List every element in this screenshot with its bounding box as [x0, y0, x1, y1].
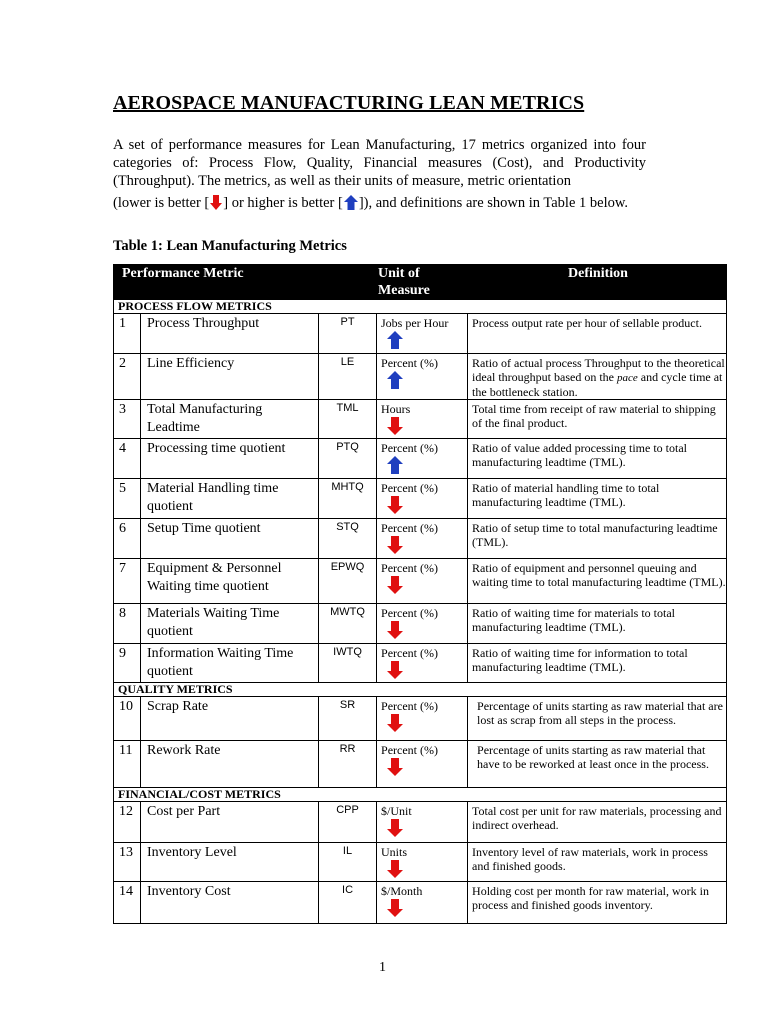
metric-definition	[468, 354, 727, 400]
definition-text: and cycle time at the bottleneck station.	[472, 370, 723, 399]
metric-name: Total Manufacturing Leadtime	[141, 400, 319, 439]
table-caption: Table 1: Lean Manufacturing Metrics	[113, 238, 347, 254]
metric-name: Line Efficiency	[141, 354, 319, 400]
metric-unit-cell	[377, 882, 468, 924]
metric-unit: Percent (%)	[381, 441, 438, 455]
down-arrow-icon	[387, 417, 467, 438]
down-arrow-icon	[387, 536, 467, 557]
table-row	[114, 519, 727, 559]
table-row	[114, 882, 727, 924]
down-arrow-icon	[210, 195, 222, 215]
metric-abbreviation: PT	[319, 314, 377, 354]
definition-italic-text: pace	[617, 372, 638, 384]
metric-name: Process Throughput	[141, 314, 319, 354]
metric-unit: Percent (%)	[381, 521, 438, 535]
metric-definition: Ratio of equipment and personnel queuing and waiting time to total manufacturing leadtime (TML).	[468, 559, 727, 604]
metric-definition: Ratio of value added processing time to total manufacturing leadtime (TML).	[468, 439, 727, 479]
metric-unit: $/Month	[381, 884, 423, 898]
metric-unit-cell	[377, 439, 468, 479]
metric-unit-cell	[377, 644, 468, 683]
table-row	[114, 741, 727, 788]
metric-definition: Process output rate per hour of sellable product.	[468, 314, 727, 354]
metric-name: Inventory Cost	[141, 882, 319, 924]
metric-number: 13	[114, 843, 141, 882]
table-header-row	[114, 265, 727, 300]
down-arrow-icon	[387, 819, 467, 840]
section-header-quality	[114, 683, 727, 697]
table-row	[114, 802, 727, 843]
table-row	[114, 439, 727, 479]
metric-name: Materials Waiting Time quotient	[141, 604, 319, 644]
down-arrow-icon	[387, 758, 467, 779]
table-row	[114, 559, 727, 604]
metric-unit-cell	[377, 604, 468, 644]
metric-definition: Total cost per unit for raw materials, processing and indirect overhead.	[468, 802, 727, 843]
metric-number: 9	[114, 644, 141, 683]
metric-number: 6	[114, 519, 141, 559]
metric-unit-cell	[377, 314, 468, 354]
down-arrow-icon	[387, 661, 467, 682]
down-arrow-icon	[387, 496, 467, 517]
metric-unit: Percent (%)	[381, 743, 438, 757]
metric-name: Inventory Level	[141, 843, 319, 882]
metric-abbreviation: PTQ	[319, 439, 377, 479]
section-label: PROCESS FLOW METRICS	[114, 300, 727, 314]
down-arrow-icon	[387, 621, 467, 642]
metric-name: Cost per Part	[141, 802, 319, 843]
metric-definition: Inventory level of raw materials, work in process and finished goods.	[468, 843, 727, 882]
metric-abbreviation: STQ	[319, 519, 377, 559]
table-row	[114, 400, 727, 439]
down-arrow-icon	[387, 899, 467, 920]
metric-abbreviation: CPP	[319, 802, 377, 843]
section-header-process-flow	[114, 300, 727, 314]
orientation-legend	[113, 194, 673, 215]
up-arrow-icon	[387, 331, 467, 352]
metric-number: 3	[114, 400, 141, 439]
down-arrow-icon	[387, 860, 467, 881]
metric-number: 11	[114, 741, 141, 788]
metric-unit: Percent (%)	[381, 646, 438, 660]
metric-unit: Jobs per Hour	[381, 316, 449, 330]
table-row	[114, 354, 727, 400]
metric-name: Information Waiting Time quotient	[141, 644, 319, 683]
table-row	[114, 479, 727, 519]
up-arrow-icon	[387, 371, 467, 392]
definition-text: Ratio of actual process Throughput to the theoretical ideal throughput based on the	[472, 356, 725, 384]
legend-text-mid: ] or higher is better [	[223, 195, 343, 211]
metric-name: Material Handling time quotient	[141, 479, 319, 519]
metric-number: 12	[114, 802, 141, 843]
metric-number: 4	[114, 439, 141, 479]
lean-metrics-table	[113, 264, 727, 924]
metric-number: 14	[114, 882, 141, 924]
metric-abbreviation: MHTQ	[319, 479, 377, 519]
down-arrow-icon	[387, 714, 467, 735]
metric-unit-cell	[377, 843, 468, 882]
metric-unit: Percent (%)	[381, 699, 438, 713]
header-metric: Performance Metric	[114, 265, 319, 300]
metric-abbreviation: SR	[319, 697, 377, 741]
table-row	[114, 697, 727, 741]
metric-unit-cell	[377, 354, 468, 400]
metric-abbreviation: LE	[319, 354, 377, 400]
header-unit: Unit of Measure	[319, 265, 468, 300]
metric-definition: Ratio of setup time to total manufacturing leadtime (TML).	[468, 519, 727, 559]
metric-abbreviation: TML	[319, 400, 377, 439]
metric-unit-cell	[377, 697, 468, 741]
metric-unit-cell	[377, 559, 468, 604]
section-label: QUALITY METRICS	[114, 683, 727, 697]
metric-definition: Percentage of units starting as raw material that have to be reworked at least once in the process.	[468, 741, 727, 788]
metric-unit: Percent (%)	[381, 561, 438, 575]
metric-name: Equipment & Personnel Waiting time quotient	[141, 559, 319, 604]
legend-text-prefix: (lower is better [	[113, 195, 210, 211]
metric-name: Setup Time quotient	[141, 519, 319, 559]
metric-abbreviation: IWTQ	[319, 644, 377, 683]
table-row	[114, 843, 727, 882]
metric-definition: Percentage of units starting as raw material that are lost as scrap from all steps in the process.	[468, 697, 727, 741]
metric-abbreviation: RR	[319, 741, 377, 788]
metric-abbreviation: MWTQ	[319, 604, 377, 644]
down-arrow-icon	[387, 576, 467, 597]
metric-number: 2	[114, 354, 141, 400]
legend-text-suffix: ]), and definitions are shown in Table 1 below.	[358, 195, 629, 211]
section-header-financial	[114, 788, 727, 802]
document-title: AEROSPACE MANUFACTURING LEAN METRICS	[113, 92, 585, 114]
metric-name: Scrap Rate	[141, 697, 319, 741]
section-label: FINANCIAL/COST METRICS	[114, 788, 727, 802]
metric-unit-cell	[377, 400, 468, 439]
metric-abbreviation: EPWQ	[319, 559, 377, 604]
metric-unit-cell	[377, 741, 468, 788]
metric-unit-cell	[377, 519, 468, 559]
table-row	[114, 604, 727, 644]
metric-abbreviation: IL	[319, 843, 377, 882]
header-definition: Definition	[468, 265, 727, 300]
metric-number: 1	[114, 314, 141, 354]
metric-unit: Units	[381, 845, 408, 859]
intro-paragraph: A set of performance measures for Lean Manufacturing, 17 metrics organized into four categories of: Process Flow, Quality, Financial measures (Cost), and Productivity (Throughput). The metrics, as well as their units of measure, metric orientation	[113, 137, 646, 189]
table-row	[114, 314, 727, 354]
up-arrow-icon	[387, 456, 467, 477]
metric-name: Rework Rate	[141, 741, 319, 788]
metric-unit: Percent (%)	[381, 481, 438, 495]
metric-unit-cell	[377, 479, 468, 519]
table-row	[114, 644, 727, 683]
metric-name: Processing time quotient	[141, 439, 319, 479]
metric-number: 10	[114, 697, 141, 741]
metric-definition: Ratio of waiting time for information to total manufacturing leadtime (TML).	[468, 644, 727, 683]
up-arrow-icon	[344, 195, 358, 215]
metric-unit: $/Unit	[381, 804, 412, 818]
metric-number: 8	[114, 604, 141, 644]
metric-definition: Total time from receipt of raw material to shipping of the final product.	[468, 400, 727, 439]
metric-number: 7	[114, 559, 141, 604]
metric-definition: Ratio of material handling time to total manufacturing leadtime (TML).	[468, 479, 727, 519]
metric-definition: Ratio of waiting time for materials to total manufacturing leadtime (TML).	[468, 604, 727, 644]
metric-unit: Percent (%)	[381, 356, 438, 370]
metric-unit-cell	[377, 802, 468, 843]
page-number: 1	[379, 960, 386, 975]
metric-unit: Percent (%)	[381, 606, 438, 620]
metric-unit: Hours	[381, 402, 411, 416]
metric-number: 5	[114, 479, 141, 519]
metric-definition: Holding cost per month for raw material, work in process and finished goods inventory.	[468, 882, 727, 924]
metric-abbreviation: IC	[319, 882, 377, 924]
